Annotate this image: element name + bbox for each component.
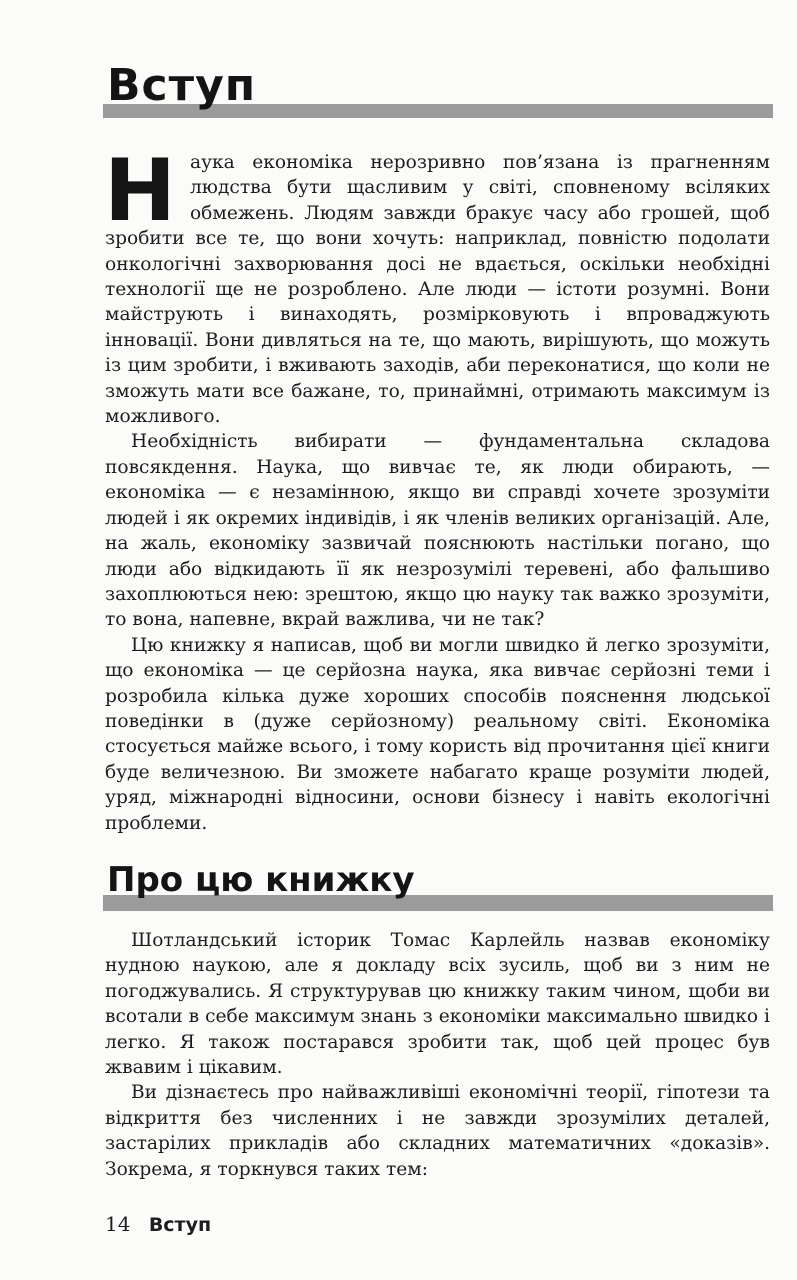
section-heading-intro: [103, 60, 773, 124]
running-head: Вступ: [148, 1214, 212, 1236]
drop-cap: Н: [104, 141, 176, 241]
paragraph: Шотландський історик Томас Карлейль назвав економіку нудною наукою, але я докладу всіх зусиль, щоб ви з ним не погоджувались. Я структурував цю книжку таким чином, щоби ви всотали в себе максимум знань з економіки максимально швидко і легко. Я також постарався зробити так, щоб цей процес був жвавим і цікавим.: [105, 930, 770, 1079]
intro-text-block: [104, 141, 770, 836]
paragraph: [104, 141, 770, 429]
about-text-block: [105, 928, 770, 1182]
heading-text: Вступ: [107, 60, 257, 111]
paragraph: Ви дізнаєтесь про найважливіші економічні теорії, гіпотези та відкриття без численних і не завжди зрозумілих деталей, застарілих прикладів або складних математичних «доказів». Зокрема, я торкнувся таких тем:: [105, 1082, 770, 1180]
page-number: 14: [105, 1212, 131, 1236]
section-heading-about-book: [103, 858, 773, 918]
paragraph: Цю книжку я написав, щоб ви могли швидко й легко зрозуміти, що економіка — це серйозна наука, яка вивчає серйозні теми і розробила кілька дуже хороших способів пояснення людської поведінки в (дуже серйозному) реальному світі. Економіка стосується майже всього, і тому користь від прочитання цієї книги буде величезною. Ви зможете набагато краще розуміти людей, уряд, міжнародні відносини, основи бізнесу і навіть екологічні проблеми.: [105, 634, 770, 834]
paragraph-text: аука економіка нерозривно пов’язана із прагненням людства бути щасливим у світі, сповненому всіляких обмежень. Людям завжди бракує часу або грошей, щоб зробити все те, що вони хочуть: наприклад, повністю подолати онкологічні захворювання досі не вдається, оскільки необхідні технології ще не розроблено. Але люди — істоти розумні. Вони майструють і винаходять, розмірковують і впроваджують інновації. Вони дивляться на те, що мають, вирішують, що можуть із цим зробити, і вживають заходів, аби переконатися, що коли не зможуть мати все бажане, то, принаймні, отримають максимум із можливого.: [105, 152, 770, 428]
paragraph: Необхідність вибирати — фундаментальна складова повсякдення. Наука, що вивчає те, як люди обирають, — економіка — є незамінною, якщо ви справді хочете зрозуміти людей і як окремих індивідів, і як членів великих організацій. Але, на жаль, економіку зазвичай пояснюють настільки погано, що люди або відкидають її як незрозумілі теревені, або фальшиво захоплюються нею: зрештою, якщо цю науку так важко зрозуміти, то вона, напевне, вкрай важлива, чи не так?: [105, 431, 770, 631]
page-footer: [105, 1212, 211, 1236]
heading-text: Про цю книжку: [107, 860, 415, 900]
